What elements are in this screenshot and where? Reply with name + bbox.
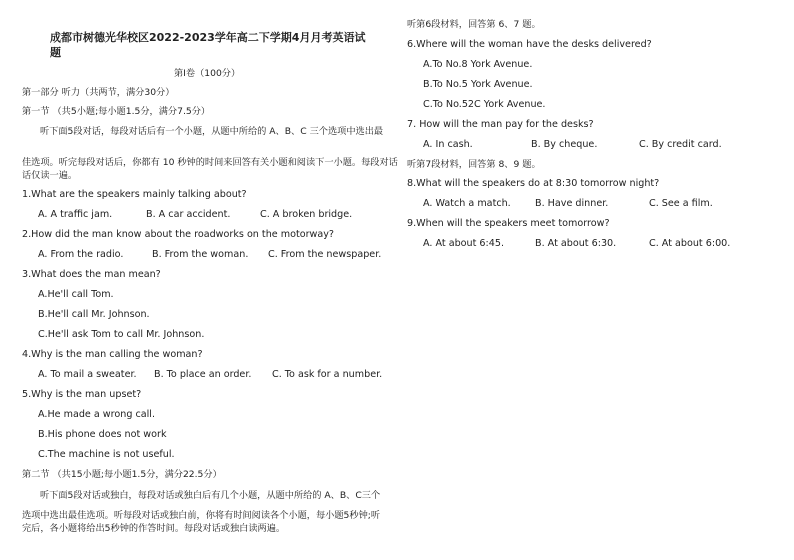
question-9: 9.When will the speakers meet tomorrow?	[407, 218, 610, 229]
q7-option-c[interactable]: C. By credit card.	[639, 139, 722, 150]
q4-option-a[interactable]: A. To mail a sweater.	[38, 369, 137, 380]
exam-title-line1: 成都市树德光华校区2022-2023学年高二下学期4月月考英语试	[50, 31, 366, 44]
q9-option-b[interactable]: B. At about 6:30.	[535, 238, 617, 249]
section1-heading: 第一节 （共5小题;每小题1.5分，满分7.5分）	[22, 106, 211, 117]
q9-option-a[interactable]: A. At about 6:45.	[423, 238, 505, 249]
question-7: 7. How will the man pay for the desks?	[407, 119, 594, 130]
q9-option-c[interactable]: C. At about 6:00.	[649, 238, 731, 249]
question-1: 1.What are the speakers mainly talking about?	[22, 189, 247, 200]
q7-option-b[interactable]: B. By cheque.	[531, 139, 598, 150]
section2-instruction-line2: 选项中选出最佳选项。听每段对话或独白前，你将有时间阅读各个小题，每小题5秒钟;听	[22, 510, 381, 521]
section2-instruction-line3: 完后，各小题将给出5秒钟的作答时间。每段对话或独白读两遍。	[22, 523, 286, 534]
part1-sub: 第一部分 听力（共两节，满分30分）	[22, 87, 175, 98]
section2-heading: 第二节 （共15小题;每小题1.5分，满分22.5分）	[22, 469, 222, 480]
q7-option-a[interactable]: A. In cash.	[423, 139, 473, 150]
q5-option-c[interactable]: C.The machine is not useful.	[38, 449, 175, 460]
q1-option-b[interactable]: B. A car accident.	[146, 209, 231, 220]
q2-option-b[interactable]: B. From the woman.	[152, 249, 249, 260]
q6-option-c[interactable]: C.To No.52C York Avenue.	[423, 99, 546, 110]
q5-option-b[interactable]: B.His phone does not work	[38, 429, 167, 440]
section1-instruction-line3: 话仅读一遍。	[22, 170, 78, 181]
q2-option-a[interactable]: A. From the radio.	[38, 249, 124, 260]
q6-option-b[interactable]: B.To No.5 York Avenue.	[423, 79, 533, 90]
question-3: 3.What does the man mean?	[22, 269, 161, 280]
q4-option-b[interactable]: B. To place an order.	[154, 369, 252, 380]
q2-option-c[interactable]: C. From the newspaper.	[268, 249, 382, 260]
question-5: 5.Why is the man upset?	[22, 389, 142, 400]
section1-instruction-line1: 听下面5段对话，每段对话后有一个小题，从题中所给的 A、B、C 三个选项中选出最	[40, 126, 384, 137]
q3-option-b[interactable]: B.He'll call Mr. Johnson.	[38, 309, 150, 320]
q1-option-c[interactable]: C. A broken bridge.	[260, 209, 353, 220]
q3-option-a[interactable]: A.He'll call Tom.	[38, 289, 114, 300]
q5-option-a[interactable]: A.He made a wrong call.	[38, 409, 156, 420]
question-4: 4.Why is the man calling the woman?	[22, 349, 203, 360]
part1-heading: 第Ⅰ卷（100分）	[174, 68, 241, 79]
question-6: 6.Where will the woman have the desks delivered?	[407, 39, 652, 50]
q1-option-a[interactable]: A. A traffic jam.	[38, 209, 113, 220]
question-8: 8.What will the speakers do at 8:30 tomorrow night?	[407, 178, 660, 189]
q4-option-c[interactable]: C. To ask for a number.	[272, 369, 383, 380]
section1-instruction-line2: 佳选项。听完每段对话后，你都有 10 秒钟的时间来回答有关小题和阅读下一小题。每段对话	[22, 157, 398, 168]
material-7-instruction: 听第7段材料，回答第 8、9 题。	[407, 159, 541, 170]
q8-option-b[interactable]: B. Have dinner.	[535, 198, 609, 209]
q8-option-c[interactable]: C. See a film.	[649, 198, 713, 209]
q6-option-a[interactable]: A.To No.8 York Avenue.	[423, 59, 533, 70]
q8-option-a[interactable]: A. Watch a match.	[423, 198, 511, 209]
exam-title-line2: 题	[50, 46, 61, 59]
material-6-instruction: 听第6段材料，回答第 6、7 题。	[407, 19, 541, 30]
q3-option-c[interactable]: C.He'll ask Tom to call Mr. Johnson.	[38, 329, 205, 340]
question-2: 2.How did the man know about the roadworks on the motorway?	[22, 229, 335, 240]
section2-instruction-line1: 听下面5段对话或独白，每段对话或独白后有几个小题，从题中所给的 A、B、C三个	[40, 490, 381, 501]
